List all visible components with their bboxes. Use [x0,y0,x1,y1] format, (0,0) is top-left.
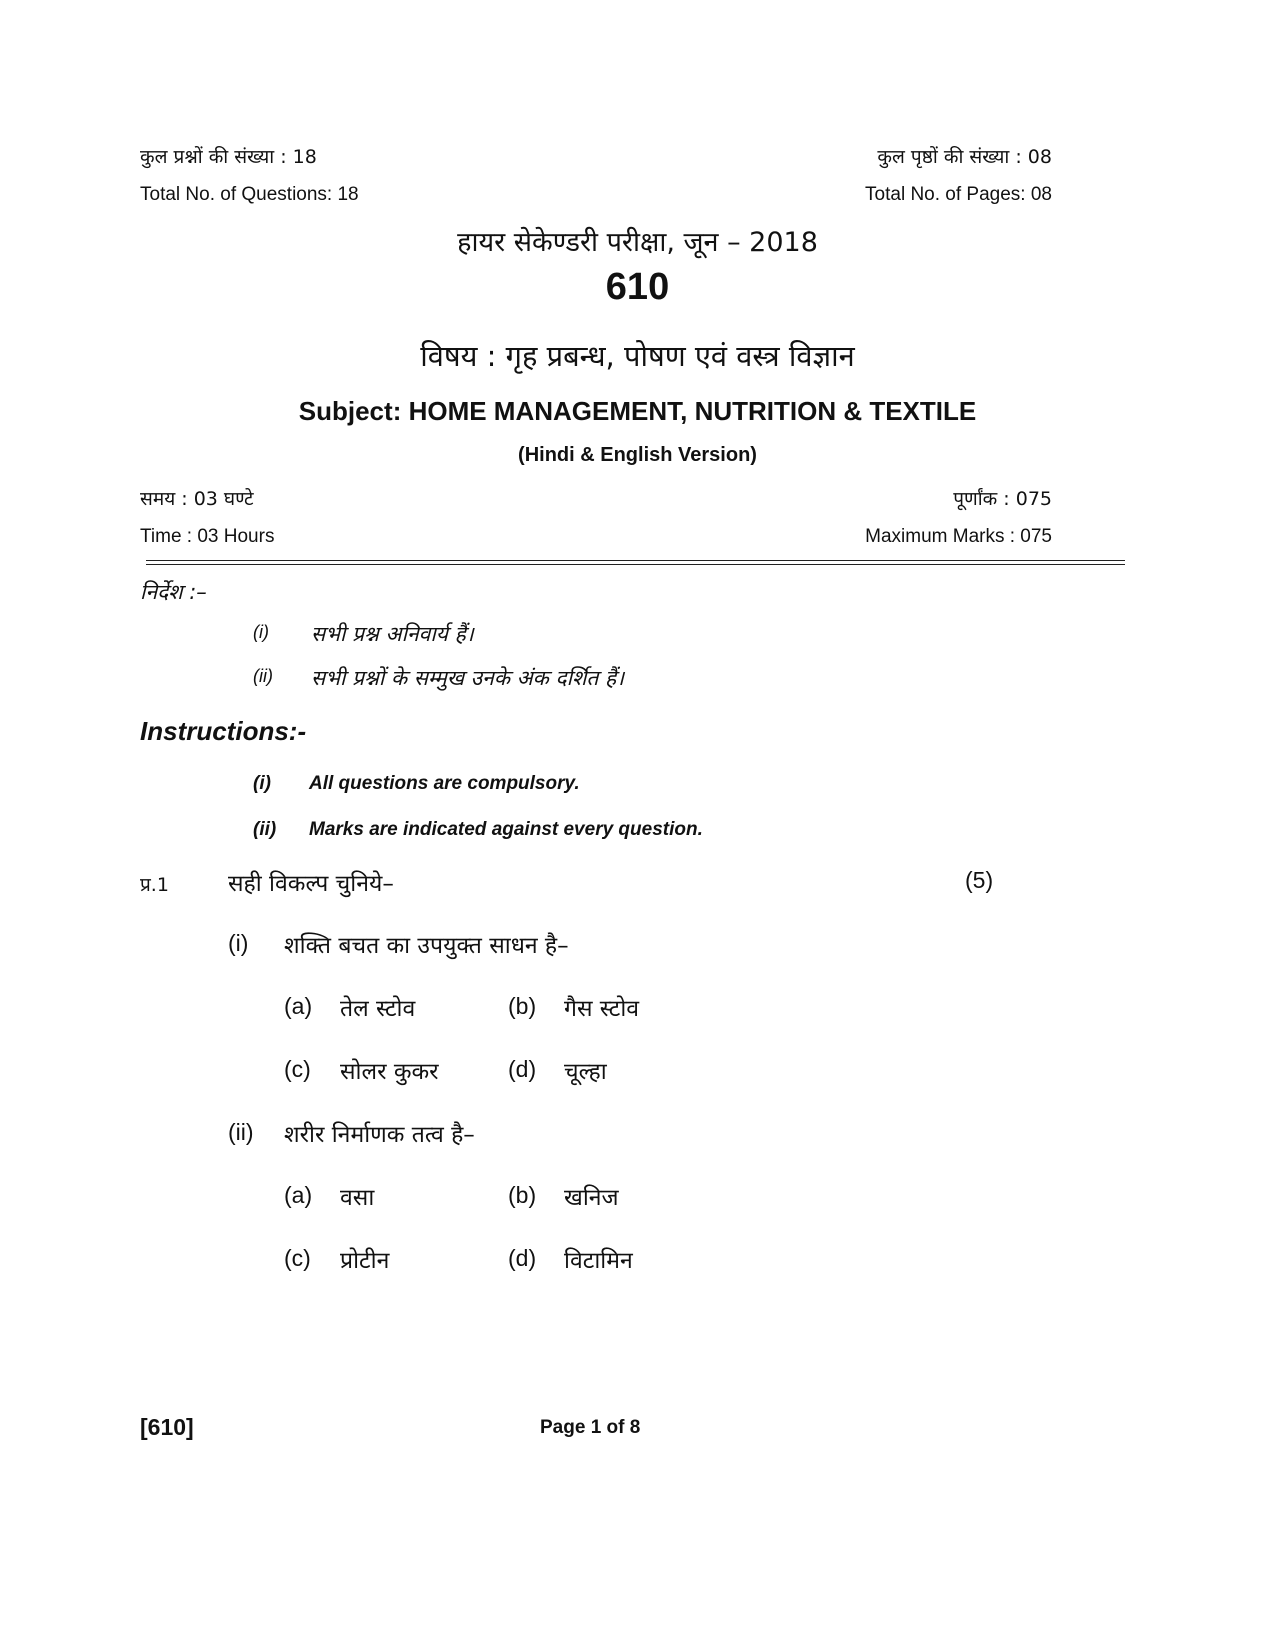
time-english: Time : 03 Hours [140,526,275,547]
instructions-hindi-heading: निर्देश :– [140,580,207,604]
instruction-hindi-text: सभी प्रश्न अनिवार्य हैं। [311,622,474,646]
option-label: (d) [508,1245,537,1271]
part-text: शरीर निर्माणक तत्व है– [284,1122,475,1148]
option-text: विटामिन [564,1248,633,1274]
total-questions-english: Total No. of Questions: 18 [140,184,359,205]
option-text: चूल्हा [564,1059,607,1085]
option-label: (c) [284,1056,311,1082]
marks-english: Maximum Marks : 075 [865,526,1052,547]
option-text: गैस स्टोव [564,996,640,1022]
subject-english [0,396,1275,427]
subject-value: : HOME MANAGEMENT, NUTRITION & TEXTILE [392,396,977,426]
instruction-hindi-number: (ii) [253,666,273,686]
subject-label: Subject [298,396,393,426]
question-number: प्र.1 [140,874,169,896]
page-number: Page 1 of 8 [540,1417,641,1438]
option-text: वसा [340,1185,375,1211]
instruction-hindi-number: (i) [253,622,269,642]
instruction-english-text: All questions are compulsory. [309,773,580,794]
total-questions-hindi: कुल प्रश्नों की संख्या : 18 [140,146,317,168]
subject-hindi: विषय : गृह प्रबन्ध, पोषण एवं वस्त्र विज्ञान [420,339,855,373]
question-text: सही विकल्प चुनिये– [228,871,394,897]
instruction-english-number: (i) [253,773,271,794]
option-text: प्रोटीन [340,1248,390,1274]
instruction-english-text: Marks are indicated against every question. [309,819,703,840]
instruction-hindi-text: सभी प्रश्नों के सम्मुख उनके अंक दर्शित हैं। [311,666,625,690]
part-number: (i) [228,930,249,956]
option-text: सोलर कुकर [340,1059,439,1085]
option-text: तेल स्टोव [340,996,416,1022]
divider-bottom [146,564,1125,565]
time-hindi: समय : 03 घण्टे [140,488,254,510]
footer-paper-code: [610] [140,1414,194,1440]
paper-code: 610 [605,266,670,308]
instructions-english-heading: Instructions:- [140,716,307,746]
exam-title-hindi: हायर सेकेण्डरी परीक्षा, जून – 2018 [457,227,818,258]
option-text: खनिज [564,1185,619,1211]
total-pages-english: Total No. of Pages: 08 [865,184,1052,205]
option-label: (b) [508,1182,537,1208]
total-pages-hindi: कुल पृष्ठों की संख्या : 08 [877,146,1052,168]
instruction-english-number: (ii) [253,819,277,840]
part-number: (ii) [228,1119,254,1145]
option-label: (c) [284,1245,311,1271]
marks-hindi: पूर्णांक : 075 [953,488,1052,510]
part-text: शक्ति बचत का उपयुक्त साधन है– [284,933,569,959]
version-note: (Hindi & English Version) [518,444,757,466]
option-label: (a) [284,993,313,1019]
divider-top [146,560,1125,561]
question-marks: (5) [965,867,994,893]
option-label: (d) [508,1056,537,1082]
option-label: (a) [284,1182,313,1208]
option-label: (b) [508,993,537,1019]
